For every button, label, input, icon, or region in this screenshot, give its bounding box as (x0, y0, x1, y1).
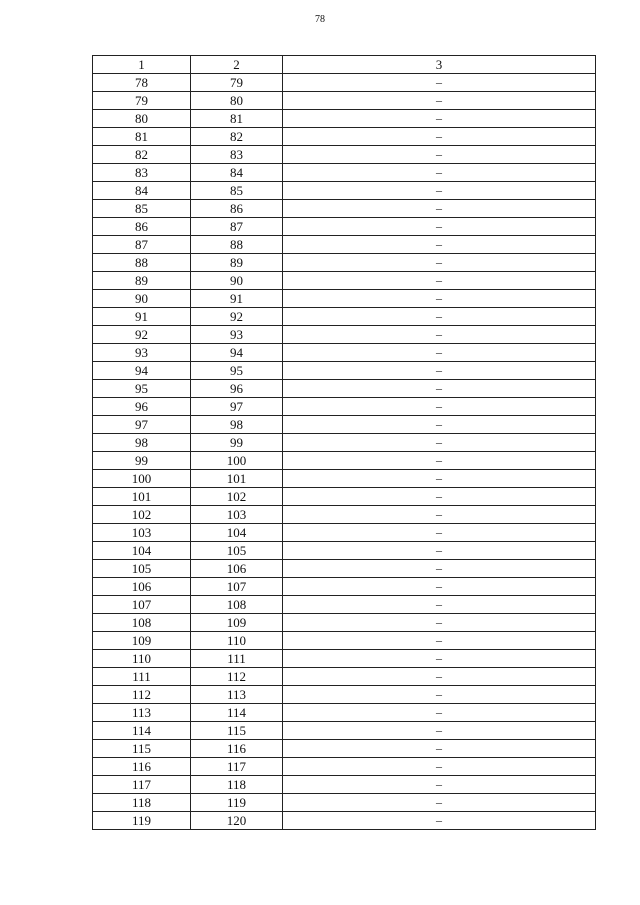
table-cell-col-2: 88 (191, 236, 283, 254)
table-cell-col-3: – (283, 812, 596, 830)
table-cell-col-1: 101 (93, 488, 191, 506)
table-cell-col-3: – (283, 236, 596, 254)
table-cell-col-3: – (283, 344, 596, 362)
table-cell-col-1: 82 (93, 146, 191, 164)
table-cell-col-3: – (283, 272, 596, 290)
table-cell-col-3: – (283, 74, 596, 92)
table-cell-col-3: – (283, 686, 596, 704)
table-cell-col-3: – (283, 506, 596, 524)
table-cell-col-3: – (283, 722, 596, 740)
table-cell-col-3: – (283, 146, 596, 164)
table-cell-col-2: 90 (191, 272, 283, 290)
table-cell-col-3: – (283, 632, 596, 650)
table-cell-col-2: 83 (191, 146, 283, 164)
table-cell-col-2: 120 (191, 812, 283, 830)
table-cell-col-2: 107 (191, 578, 283, 596)
table-cell-col-1: 108 (93, 614, 191, 632)
table-cell-col-2: 113 (191, 686, 283, 704)
table-row (93, 668, 596, 686)
table-cell-col-2: 114 (191, 704, 283, 722)
table-cell-col-1: 85 (93, 200, 191, 218)
table-cell-col-1: 92 (93, 326, 191, 344)
table-cell-col-3: – (283, 254, 596, 272)
table-cell-col-1: 115 (93, 740, 191, 758)
table-cell-col-3: – (283, 776, 596, 794)
table-header (93, 56, 596, 74)
table-cell-col-3: – (283, 110, 596, 128)
table-row (93, 650, 596, 668)
table-cell-col-2: 112 (191, 668, 283, 686)
table-cell-col-2: 116 (191, 740, 283, 758)
table-cell-col-3: – (283, 452, 596, 470)
table-cell-col-2: 111 (191, 650, 283, 668)
table-cell-col-3: – (283, 200, 596, 218)
table-cell-col-3: – (283, 362, 596, 380)
table-cell-col-1: 100 (93, 470, 191, 488)
table-cell-col-3: – (283, 524, 596, 542)
table-cell-col-1: 111 (93, 668, 191, 686)
table-row (93, 524, 596, 542)
table-cell-col-3: – (283, 470, 596, 488)
table-cell-col-3: – (283, 668, 596, 686)
table-cell-col-1: 110 (93, 650, 191, 668)
table-row (93, 200, 596, 218)
table-cell-col-2: 109 (191, 614, 283, 632)
table-cell-col-3: – (283, 128, 596, 146)
table-row (93, 146, 596, 164)
table-cell-col-2: 92 (191, 308, 283, 326)
table-cell-col-2: 99 (191, 434, 283, 452)
table-cell-col-1: 97 (93, 416, 191, 434)
table-row (93, 326, 596, 344)
table-row (93, 740, 596, 758)
table-cell-col-2: 91 (191, 290, 283, 308)
table-cell-col-2: 103 (191, 506, 283, 524)
table-cell-col-1: 117 (93, 776, 191, 794)
table-cell-col-2: 87 (191, 218, 283, 236)
table-cell-col-3: – (283, 614, 596, 632)
table-row (93, 722, 596, 740)
table-cell-col-1: 91 (93, 308, 191, 326)
table-row (93, 272, 596, 290)
table-cell-col-1: 107 (93, 596, 191, 614)
table-row (93, 434, 596, 452)
table-row (93, 776, 596, 794)
table-cell-col-3: – (283, 740, 596, 758)
table-cell-col-2: 104 (191, 524, 283, 542)
table-cell-col-2: 85 (191, 182, 283, 200)
table-row (93, 470, 596, 488)
table-cell-col-3: – (283, 650, 596, 668)
table-row (93, 344, 596, 362)
table-row (93, 560, 596, 578)
table-cell-col-2: 95 (191, 362, 283, 380)
table-cell-col-2: 106 (191, 560, 283, 578)
table-cell-col-2: 84 (191, 164, 283, 182)
table-cell-col-3: – (283, 398, 596, 416)
table-cell-col-3: – (283, 164, 596, 182)
table-cell-col-3: – (283, 542, 596, 560)
table-row (93, 416, 596, 434)
table-cell-col-1: 94 (93, 362, 191, 380)
table-cell-col-2: 81 (191, 110, 283, 128)
table-row (93, 110, 596, 128)
table-cell-col-2: 119 (191, 794, 283, 812)
data-table (92, 55, 596, 830)
table-cell-col-3: – (283, 704, 596, 722)
table-cell-col-3: – (283, 92, 596, 110)
table-cell-col-3: – (283, 380, 596, 398)
table-cell-col-1: 90 (93, 290, 191, 308)
table-cell-col-1: 79 (93, 92, 191, 110)
table-cell-col-1: 78 (93, 74, 191, 92)
table-row (93, 254, 596, 272)
table-cell-col-2: 115 (191, 722, 283, 740)
table-cell-col-3: – (283, 218, 596, 236)
table-row (93, 794, 596, 812)
table-cell-col-2: 118 (191, 776, 283, 794)
table-cell-col-1: 95 (93, 380, 191, 398)
table-cell-col-1: 103 (93, 524, 191, 542)
table-cell-col-1: 114 (93, 722, 191, 740)
table-cell-col-1: 80 (93, 110, 191, 128)
table-row (93, 686, 596, 704)
table-cell-col-2: 110 (191, 632, 283, 650)
table-row (93, 362, 596, 380)
table-cell-col-2: 102 (191, 488, 283, 506)
table-cell-col-2: 82 (191, 128, 283, 146)
table-row (93, 92, 596, 110)
table-cell-col-1: 88 (93, 254, 191, 272)
table-cell-col-3: – (283, 416, 596, 434)
table-cell-col-1: 119 (93, 812, 191, 830)
table-cell-col-2: 94 (191, 344, 283, 362)
table-cell-col-1: 93 (93, 344, 191, 362)
table-row (93, 506, 596, 524)
table-cell-col-1: 112 (93, 686, 191, 704)
table-cell-col-1: 113 (93, 704, 191, 722)
table-cell-col-1: 118 (93, 794, 191, 812)
table-cell-col-3: – (283, 290, 596, 308)
table-cell-col-1: 87 (93, 236, 191, 254)
table-cell-col-2: 108 (191, 596, 283, 614)
column-header-2: 2 (191, 56, 283, 74)
table-cell-col-2: 105 (191, 542, 283, 560)
table-cell-col-1: 86 (93, 218, 191, 236)
table-cell-col-2: 93 (191, 326, 283, 344)
table-row (93, 542, 596, 560)
table-cell-col-2: 86 (191, 200, 283, 218)
table-row (93, 398, 596, 416)
table-row (93, 452, 596, 470)
column-header-3: 3 (283, 56, 596, 74)
table-cell-col-1: 84 (93, 182, 191, 200)
table-row (93, 182, 596, 200)
table-cell-col-3: – (283, 434, 596, 452)
table-cell-col-1: 89 (93, 272, 191, 290)
table-cell-col-3: – (283, 578, 596, 596)
table-cell-col-3: – (283, 182, 596, 200)
table-cell-col-3: – (283, 488, 596, 506)
table-cell-col-1: 96 (93, 398, 191, 416)
table-cell-col-1: 81 (93, 128, 191, 146)
table-cell-col-3: – (283, 596, 596, 614)
table-cell-col-1: 106 (93, 578, 191, 596)
table-cell-col-2: 96 (191, 380, 283, 398)
table-cell-col-2: 117 (191, 758, 283, 776)
table-cell-col-3: – (283, 794, 596, 812)
table-cell-col-2: 79 (191, 74, 283, 92)
page-number: 78 (315, 14, 325, 25)
table-cell-col-1: 102 (93, 506, 191, 524)
table-cell-col-1: 116 (93, 758, 191, 776)
table-cell-col-2: 101 (191, 470, 283, 488)
table-row (93, 218, 596, 236)
header-row (93, 56, 596, 74)
table-row (93, 596, 596, 614)
table-cell-col-2: 97 (191, 398, 283, 416)
table-cell-col-1: 105 (93, 560, 191, 578)
table-cell-col-1: 98 (93, 434, 191, 452)
table-row (93, 380, 596, 398)
table-cell-col-1: 109 (93, 632, 191, 650)
table-row (93, 578, 596, 596)
table-row (93, 614, 596, 632)
table-cell-col-1: 83 (93, 164, 191, 182)
table-row (93, 164, 596, 182)
table-cell-col-3: – (283, 758, 596, 776)
table-row (93, 128, 596, 146)
table-body (93, 74, 596, 830)
table-row (93, 308, 596, 326)
table-cell-col-2: 98 (191, 416, 283, 434)
table-row (93, 632, 596, 650)
table-cell-col-2: 89 (191, 254, 283, 272)
table-row (93, 290, 596, 308)
table-row (93, 236, 596, 254)
column-header-1: 1 (93, 56, 191, 74)
table-cell-col-3: – (283, 560, 596, 578)
table-row (93, 74, 596, 92)
table-cell-col-3: – (283, 326, 596, 344)
table-row (93, 812, 596, 830)
table-row (93, 758, 596, 776)
table-cell-col-1: 99 (93, 452, 191, 470)
table-cell-col-3: – (283, 308, 596, 326)
table-cell-col-2: 100 (191, 452, 283, 470)
table-cell-col-2: 80 (191, 92, 283, 110)
table-row (93, 704, 596, 722)
table-row (93, 488, 596, 506)
table-cell-col-1: 104 (93, 542, 191, 560)
